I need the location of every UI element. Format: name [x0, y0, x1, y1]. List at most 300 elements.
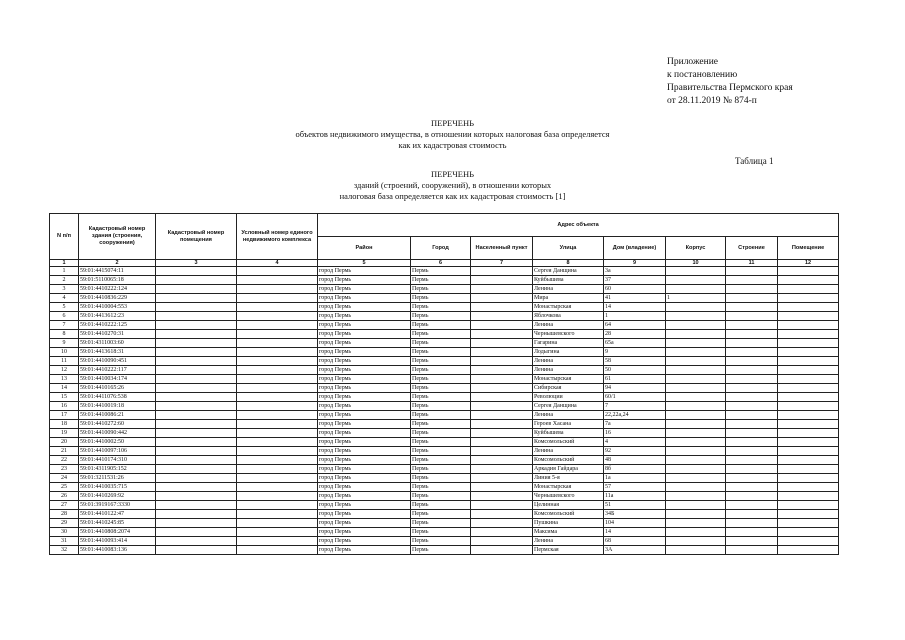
- cell-room: [778, 465, 839, 474]
- col-number: 1: [50, 260, 79, 267]
- cell-city: Пермь: [411, 537, 471, 546]
- cell-house: 51: [604, 501, 666, 510]
- cell-number: 13: [50, 375, 79, 384]
- cell-cadastral-number: 59:01:4410083:136: [79, 546, 156, 555]
- cell-building: [726, 393, 778, 402]
- cell-street: Пушкина: [533, 519, 604, 528]
- cell-city: Пермь: [411, 366, 471, 375]
- cell-district: город Пермь: [318, 420, 411, 429]
- cell-settlement: [471, 330, 533, 339]
- cell-cadastral-number: 59:01:4410093:414: [79, 537, 156, 546]
- table-row: [50, 303, 839, 312]
- cell-number: 10: [50, 348, 79, 357]
- cell-korpus: [666, 384, 726, 393]
- cell-room-cadastral: [156, 393, 237, 402]
- cell-city: Пермь: [411, 267, 471, 276]
- cell-city: Пермь: [411, 456, 471, 465]
- cell-conditional-number: [237, 321, 318, 330]
- cell-city: Пермь: [411, 519, 471, 528]
- cell-settlement: [471, 474, 533, 483]
- cell-building: [726, 537, 778, 546]
- cell-cadastral-number: 59:01:3919167:3330: [79, 501, 156, 510]
- cell-building: [726, 528, 778, 537]
- table-row: [50, 321, 839, 330]
- cell-building: [726, 357, 778, 366]
- cell-korpus: [666, 537, 726, 546]
- cell-cadastral-number: 59:01:4410090:442: [79, 429, 156, 438]
- cell-cadastral-number: 59:01:4410222:124: [79, 285, 156, 294]
- cell-room-cadastral: [156, 294, 237, 303]
- cell-city: Пермь: [411, 474, 471, 483]
- cell-city: Пермь: [411, 384, 471, 393]
- cell-district: город Пермь: [318, 465, 411, 474]
- header-building: Строение: [726, 237, 778, 260]
- cell-city: Пермь: [411, 501, 471, 510]
- cell-city: Пермь: [411, 447, 471, 456]
- cell-house: 61: [604, 375, 666, 384]
- cell-conditional-number: [237, 330, 318, 339]
- table-row: [50, 366, 839, 375]
- cell-settlement: [471, 420, 533, 429]
- cell-number: 11: [50, 357, 79, 366]
- cell-korpus: [666, 393, 726, 402]
- cell-street: Линия 5-я: [533, 474, 604, 483]
- cell-district: город Пермь: [318, 357, 411, 366]
- cell-room-cadastral: [156, 357, 237, 366]
- cell-city: Пермь: [411, 339, 471, 348]
- appendix-line: к постановлению: [667, 70, 738, 80]
- table-row: [50, 528, 839, 537]
- cell-building: [726, 438, 778, 447]
- cell-district: город Пермь: [318, 510, 411, 519]
- cell-settlement: [471, 492, 533, 501]
- cell-street: Ленина: [533, 447, 604, 456]
- cell-number: 18: [50, 420, 79, 429]
- cell-cadastral-number: 59:01:4415074:11: [79, 267, 156, 276]
- cell-room: [778, 402, 839, 411]
- cell-district: город Пермь: [318, 285, 411, 294]
- cell-cadastral-number: 59:01:5110065:18: [79, 276, 156, 285]
- cell-room-cadastral: [156, 330, 237, 339]
- col-number: 2: [79, 260, 156, 267]
- cell-room: [778, 294, 839, 303]
- cell-room-cadastral: [156, 321, 237, 330]
- cell-room-cadastral: [156, 483, 237, 492]
- cell-house: 60: [604, 285, 666, 294]
- cell-city: Пермь: [411, 546, 471, 555]
- cell-street: Монастырская: [533, 375, 604, 384]
- cell-district: город Пермь: [318, 294, 411, 303]
- cell-building: [726, 321, 778, 330]
- table-row: [50, 438, 839, 447]
- cell-house: 22,22а,24: [604, 411, 666, 420]
- cell-conditional-number: [237, 465, 318, 474]
- cell-settlement: [471, 357, 533, 366]
- cell-settlement: [471, 294, 533, 303]
- table-row: [50, 276, 839, 285]
- header-row-top: [50, 214, 839, 237]
- table-row: [50, 375, 839, 384]
- cell-settlement: [471, 447, 533, 456]
- cell-street: Куйбышева: [533, 276, 604, 285]
- cell-district: город Пермь: [318, 438, 411, 447]
- cell-settlement: [471, 519, 533, 528]
- cell-number: 8: [50, 330, 79, 339]
- cell-house: 4: [604, 438, 666, 447]
- cell-house: 57: [604, 483, 666, 492]
- cell-building: [726, 411, 778, 420]
- cell-conditional-number: [237, 312, 318, 321]
- cell-korpus: [666, 483, 726, 492]
- cell-district: город Пермь: [318, 537, 411, 546]
- cell-number: 22: [50, 456, 79, 465]
- cell-number: 31: [50, 537, 79, 546]
- cell-number: 9: [50, 339, 79, 348]
- cell-korpus: [666, 492, 726, 501]
- cell-district: город Пермь: [318, 339, 411, 348]
- cell-house: 3А: [604, 546, 666, 555]
- cell-district: город Пермь: [318, 276, 411, 285]
- cell-settlement: [471, 438, 533, 447]
- cell-house: 8б: [604, 465, 666, 474]
- cell-cadastral-number: 59:01:4410272:60: [79, 420, 156, 429]
- cell-cadastral-number: 59:01:4410836:229: [79, 294, 156, 303]
- cell-building: [726, 492, 778, 501]
- cell-city: Пермь: [411, 510, 471, 519]
- cell-building: [726, 501, 778, 510]
- cell-conditional-number: [237, 393, 318, 402]
- cell-building: [726, 402, 778, 411]
- cell-street: Героев Хасана: [533, 420, 604, 429]
- cell-room: [778, 537, 839, 546]
- cell-house: 65а: [604, 339, 666, 348]
- cell-korpus: [666, 546, 726, 555]
- cell-city: Пермь: [411, 438, 471, 447]
- cell-conditional-number: [237, 537, 318, 546]
- cell-room: [778, 519, 839, 528]
- table-row: [50, 474, 839, 483]
- cell-house: 14: [604, 528, 666, 537]
- cell-street: Ленина: [533, 366, 604, 375]
- cell-settlement: [471, 267, 533, 276]
- cell-room-cadastral: [156, 276, 237, 285]
- header-korpus: Корпус: [666, 237, 726, 260]
- cell-korpus: [666, 420, 726, 429]
- cell-conditional-number: [237, 285, 318, 294]
- cell-house: 16: [604, 429, 666, 438]
- col-number: 9: [604, 260, 666, 267]
- cell-settlement: [471, 321, 533, 330]
- cell-room-cadastral: [156, 537, 237, 546]
- cell-room: [778, 420, 839, 429]
- cell-number: 16: [50, 402, 79, 411]
- cell-cadastral-number: 59:01:4413612:23: [79, 312, 156, 321]
- cell-korpus: [666, 312, 726, 321]
- cell-building: [726, 384, 778, 393]
- cell-cadastral-number: 59:01:4311003:60: [79, 339, 156, 348]
- cell-room: [778, 303, 839, 312]
- cell-room: [778, 384, 839, 393]
- cell-room-cadastral: [156, 267, 237, 276]
- cell-room: [778, 474, 839, 483]
- cell-district: город Пермь: [318, 447, 411, 456]
- appendix-line: Приложение: [667, 57, 718, 67]
- cell-room: [778, 330, 839, 339]
- cell-number: 3: [50, 285, 79, 294]
- cell-room-cadastral: [156, 285, 237, 294]
- table-row: [50, 285, 839, 294]
- cell-house: 48: [604, 456, 666, 465]
- cell-house: 7а: [604, 420, 666, 429]
- cell-korpus: 1: [666, 294, 726, 303]
- cell-korpus: [666, 303, 726, 312]
- cell-city: Пермь: [411, 402, 471, 411]
- cell-city: Пермь: [411, 276, 471, 285]
- header-address: Адрес объекта: [318, 214, 839, 237]
- cell-street: Лодыгина: [533, 348, 604, 357]
- header-row-numbers: [50, 260, 839, 267]
- cell-street: Сибирская: [533, 384, 604, 393]
- header-n: N п/п: [50, 214, 79, 260]
- cell-conditional-number: [237, 438, 318, 447]
- cell-room-cadastral: [156, 546, 237, 555]
- cell-conditional-number: [237, 483, 318, 492]
- cell-number: 32: [50, 546, 79, 555]
- cell-room: [778, 411, 839, 420]
- cell-room-cadastral: [156, 366, 237, 375]
- cell-cadastral-number: 59:01:3211531:26: [79, 474, 156, 483]
- cell-room: [778, 456, 839, 465]
- sub-title-line: налоговая база определяется как их кадастровая стоимость [1]: [339, 191, 566, 201]
- cell-room-cadastral: [156, 501, 237, 510]
- cell-room: [778, 375, 839, 384]
- cell-settlement: [471, 393, 533, 402]
- main-title-line: как их кадастровая стоимость: [398, 140, 507, 150]
- cell-korpus: [666, 348, 726, 357]
- cell-number: 27: [50, 501, 79, 510]
- cell-room: [778, 348, 839, 357]
- cell-district: город Пермь: [318, 330, 411, 339]
- cell-district: город Пермь: [318, 492, 411, 501]
- cell-district: город Пермь: [318, 402, 411, 411]
- cell-room: [778, 510, 839, 519]
- cell-korpus: [666, 375, 726, 384]
- main-title-heading: ПЕРЕЧЕНЬ: [431, 118, 474, 128]
- cell-city: Пермь: [411, 465, 471, 474]
- cell-room-cadastral: [156, 456, 237, 465]
- cell-building: [726, 285, 778, 294]
- cell-conditional-number: [237, 303, 318, 312]
- cell-building: [726, 375, 778, 384]
- cell-korpus: [666, 474, 726, 483]
- cell-room: [778, 276, 839, 285]
- cell-conditional-number: [237, 456, 318, 465]
- cell-house: 9: [604, 348, 666, 357]
- header-city: Город: [411, 237, 471, 260]
- cell-city: Пермь: [411, 285, 471, 294]
- table-row: [50, 456, 839, 465]
- cell-number: 15: [50, 393, 79, 402]
- cell-room-cadastral: [156, 519, 237, 528]
- cell-street: Ленина: [533, 537, 604, 546]
- cell-korpus: [666, 429, 726, 438]
- cell-cadastral-number: 59:01:4311905:152: [79, 465, 156, 474]
- cell-korpus: [666, 339, 726, 348]
- cell-city: Пермь: [411, 411, 471, 420]
- col-number: 8: [533, 260, 604, 267]
- cell-conditional-number: [237, 366, 318, 375]
- cell-city: Пермь: [411, 303, 471, 312]
- cell-city: Пермь: [411, 492, 471, 501]
- cell-korpus: [666, 285, 726, 294]
- cell-building: [726, 312, 778, 321]
- header-house: Дом (владение): [604, 237, 666, 260]
- cell-street: Аркадия Гайдара: [533, 465, 604, 474]
- cell-room: [778, 438, 839, 447]
- cell-room-cadastral: [156, 528, 237, 537]
- cell-number: 23: [50, 465, 79, 474]
- cell-room-cadastral: [156, 384, 237, 393]
- cell-building: [726, 366, 778, 375]
- cell-house: 94: [604, 384, 666, 393]
- table-row: [50, 384, 839, 393]
- table-row: [50, 312, 839, 321]
- cell-house: 37: [604, 276, 666, 285]
- cell-city: Пермь: [411, 420, 471, 429]
- cell-conditional-number: [237, 348, 318, 357]
- cell-city: Пермь: [411, 357, 471, 366]
- table-row: [50, 519, 839, 528]
- cell-cadastral-number: 59:01:4410808:2074: [79, 528, 156, 537]
- cell-house: 11а: [604, 492, 666, 501]
- cell-house: 7: [604, 402, 666, 411]
- table-row: [50, 510, 839, 519]
- cell-settlement: [471, 537, 533, 546]
- cell-cadastral-number: 59:01:4410090:451: [79, 357, 156, 366]
- table-row: [50, 546, 839, 555]
- cell-number: 4: [50, 294, 79, 303]
- cell-building: [726, 348, 778, 357]
- cell-settlement: [471, 456, 533, 465]
- cell-district: город Пермь: [318, 411, 411, 420]
- main-title-line: объектов недвижимого имущества, в отношении которых налоговая база определяется: [295, 129, 610, 139]
- cell-number: 29: [50, 519, 79, 528]
- table-row: [50, 447, 839, 456]
- cell-number: 12: [50, 366, 79, 375]
- cell-house: 3а: [604, 267, 666, 276]
- table-row: [50, 267, 839, 276]
- cell-house: 14: [604, 303, 666, 312]
- cell-district: город Пермь: [318, 366, 411, 375]
- cell-number: 5: [50, 303, 79, 312]
- cell-cadastral-number: 59:01:4410222:117: [79, 366, 156, 375]
- cell-building: [726, 447, 778, 456]
- header-room: Помещение: [778, 237, 839, 260]
- cell-settlement: [471, 429, 533, 438]
- cell-house: 41: [604, 294, 666, 303]
- cell-settlement: [471, 375, 533, 384]
- cell-district: город Пермь: [318, 546, 411, 555]
- cell-conditional-number: [237, 420, 318, 429]
- cell-building: [726, 519, 778, 528]
- cell-street: Чернышевского: [533, 330, 604, 339]
- cell-district: город Пермь: [318, 375, 411, 384]
- cell-street: Монастырская: [533, 303, 604, 312]
- cell-settlement: [471, 366, 533, 375]
- cell-number: 6: [50, 312, 79, 321]
- cell-district: город Пермь: [318, 519, 411, 528]
- col-number: 5: [318, 260, 411, 267]
- cell-room: [778, 429, 839, 438]
- cell-city: Пермь: [411, 330, 471, 339]
- cell-street: Целинная: [533, 501, 604, 510]
- cell-city: Пермь: [411, 375, 471, 384]
- cell-room-cadastral: [156, 420, 237, 429]
- cell-room-cadastral: [156, 303, 237, 312]
- table-row: [50, 294, 839, 303]
- cell-conditional-number: [237, 429, 318, 438]
- cell-cadastral-number: 59:01:4410174:310: [79, 456, 156, 465]
- cell-house: 50: [604, 366, 666, 375]
- cell-district: город Пермь: [318, 483, 411, 492]
- cell-building: [726, 465, 778, 474]
- cell-room: [778, 447, 839, 456]
- cell-room-cadastral: [156, 510, 237, 519]
- table-row: [50, 411, 839, 420]
- cell-conditional-number: [237, 492, 318, 501]
- cell-city: Пермь: [411, 429, 471, 438]
- cell-street: Сергея Данщина: [533, 267, 604, 276]
- cell-korpus: [666, 267, 726, 276]
- cell-building: [726, 330, 778, 339]
- cell-street: Пермская: [533, 546, 604, 555]
- cell-settlement: [471, 384, 533, 393]
- cell-house: 64: [604, 321, 666, 330]
- cell-building: [726, 429, 778, 438]
- table-row: [50, 402, 839, 411]
- col-number: 4: [237, 260, 318, 267]
- table-row: [50, 465, 839, 474]
- cell-conditional-number: [237, 501, 318, 510]
- cell-district: город Пермь: [318, 384, 411, 393]
- cell-district: город Пермь: [318, 267, 411, 276]
- cell-room: [778, 546, 839, 555]
- cell-house: 28: [604, 330, 666, 339]
- cell-conditional-number: [237, 294, 318, 303]
- cell-district: город Пермь: [318, 348, 411, 357]
- cell-street: Революции: [533, 393, 604, 402]
- cell-settlement: [471, 285, 533, 294]
- cell-building: [726, 510, 778, 519]
- cell-room-cadastral: [156, 312, 237, 321]
- cell-korpus: [666, 465, 726, 474]
- col-number: 6: [411, 260, 471, 267]
- cell-room-cadastral: [156, 492, 237, 501]
- table-row: [50, 420, 839, 429]
- appendix-line: от 28.11.2019 № 874-п: [667, 96, 757, 106]
- cell-building: [726, 276, 778, 285]
- table-row: [50, 339, 839, 348]
- cell-building: [726, 303, 778, 312]
- cell-cadastral-number: 59:01:4410270:31: [79, 330, 156, 339]
- cell-cadastral-number: 59:01:4410035:715: [79, 483, 156, 492]
- cell-district: город Пермь: [318, 393, 411, 402]
- header-cond-number: Условный номер единого недвижимого комплекса: [237, 214, 318, 260]
- col-number: 12: [778, 260, 839, 267]
- cell-number: 30: [50, 528, 79, 537]
- cell-city: Пермь: [411, 294, 471, 303]
- cell-house: 104: [604, 519, 666, 528]
